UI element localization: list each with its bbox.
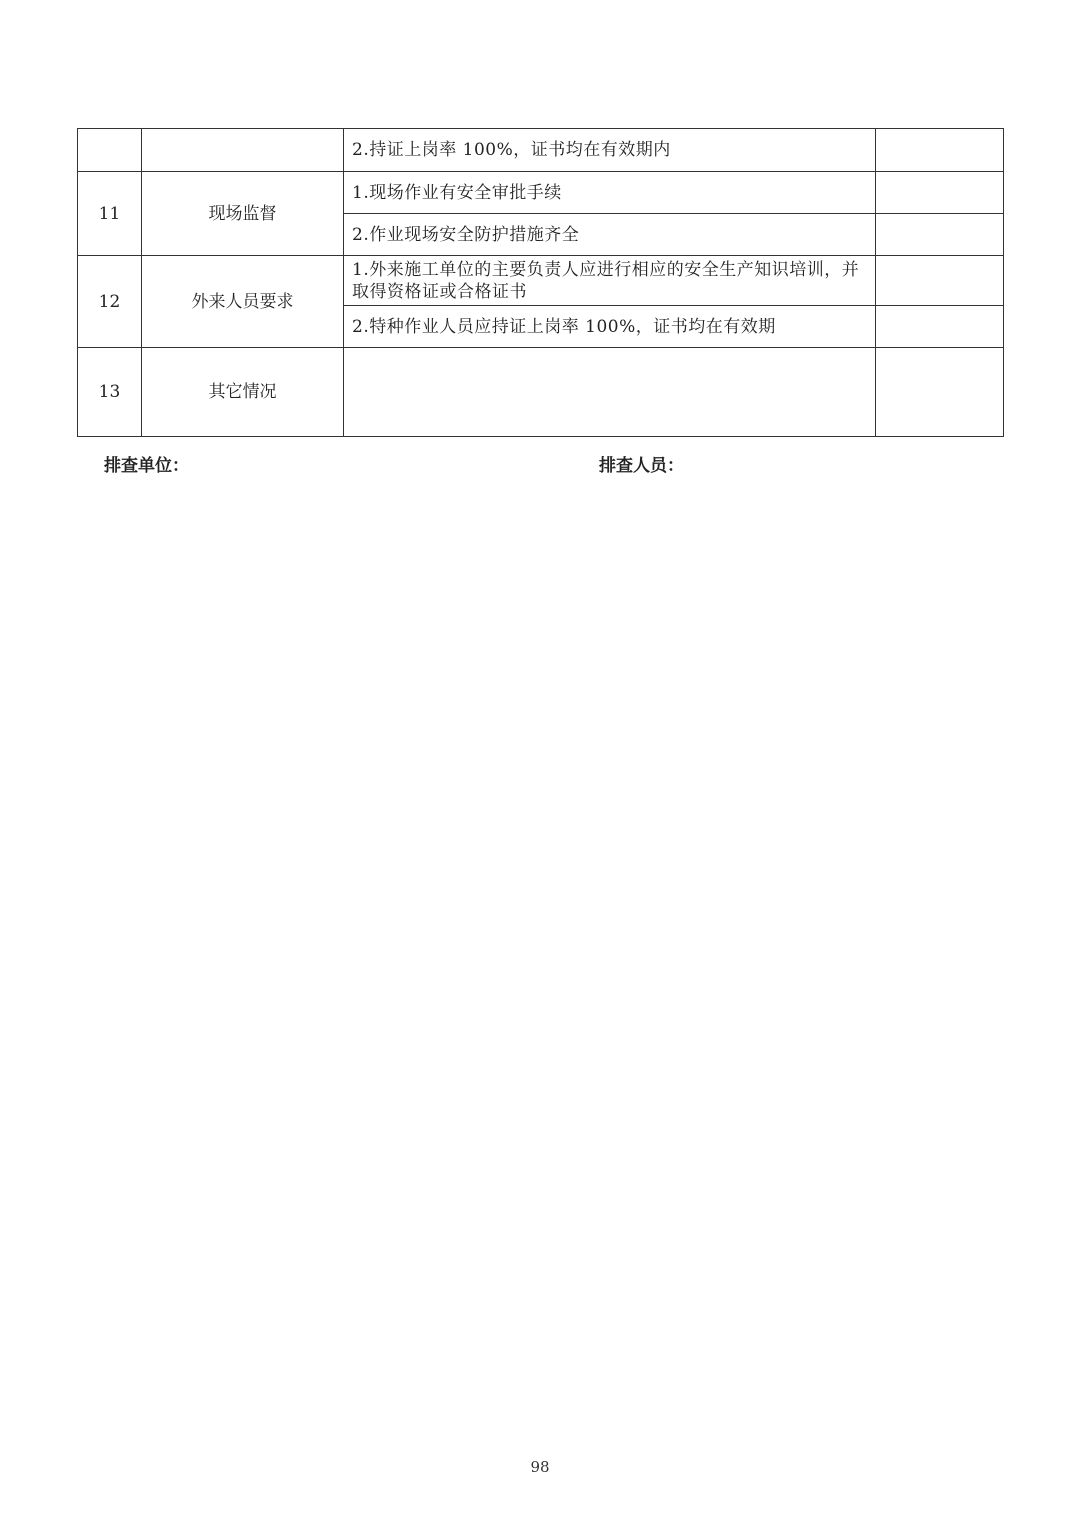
- result-cell: [876, 129, 1004, 172]
- table-row: [78, 348, 1004, 437]
- inspection-content: 2.持证上岗率 100%，证书均在有效期内: [344, 129, 876, 172]
- inspector-label: 排查人员：: [599, 456, 684, 476]
- table-row: [78, 172, 1004, 214]
- row-number: 13: [78, 348, 142, 437]
- inspection-content: 2.特种作业人员应持证上岗率 100%，证书均在有效期: [344, 306, 876, 348]
- inspection-item: [142, 129, 344, 172]
- table-row: [78, 256, 1004, 306]
- inspection-item: 其它情况: [142, 348, 344, 437]
- table-row: [78, 129, 1004, 172]
- inspection-unit-label: 排查单位：: [104, 456, 189, 476]
- result-cell: [876, 256, 1004, 306]
- inspection-table: [77, 128, 1004, 437]
- inspection-content: 1.现场作业有安全审批手续: [344, 172, 876, 214]
- page-number: 98: [530, 1458, 550, 1476]
- result-cell: [876, 306, 1004, 348]
- result-cell: [876, 172, 1004, 214]
- inspection-item: 外来人员要求: [142, 256, 344, 348]
- inspection-content: [344, 348, 876, 437]
- result-cell: [876, 214, 1004, 256]
- row-number: [78, 129, 142, 172]
- inspection-item: 现场监督: [142, 172, 344, 256]
- inspection-content: 2.作业现场安全防护措施齐全: [344, 214, 876, 256]
- row-number: 11: [78, 172, 142, 256]
- inspection-content: 1.外来施工单位的主要负责人应进行相应的安全生产知识培训，并取得资格证或合格证书: [344, 256, 876, 306]
- result-cell: [876, 348, 1004, 437]
- row-number: 12: [78, 256, 142, 348]
